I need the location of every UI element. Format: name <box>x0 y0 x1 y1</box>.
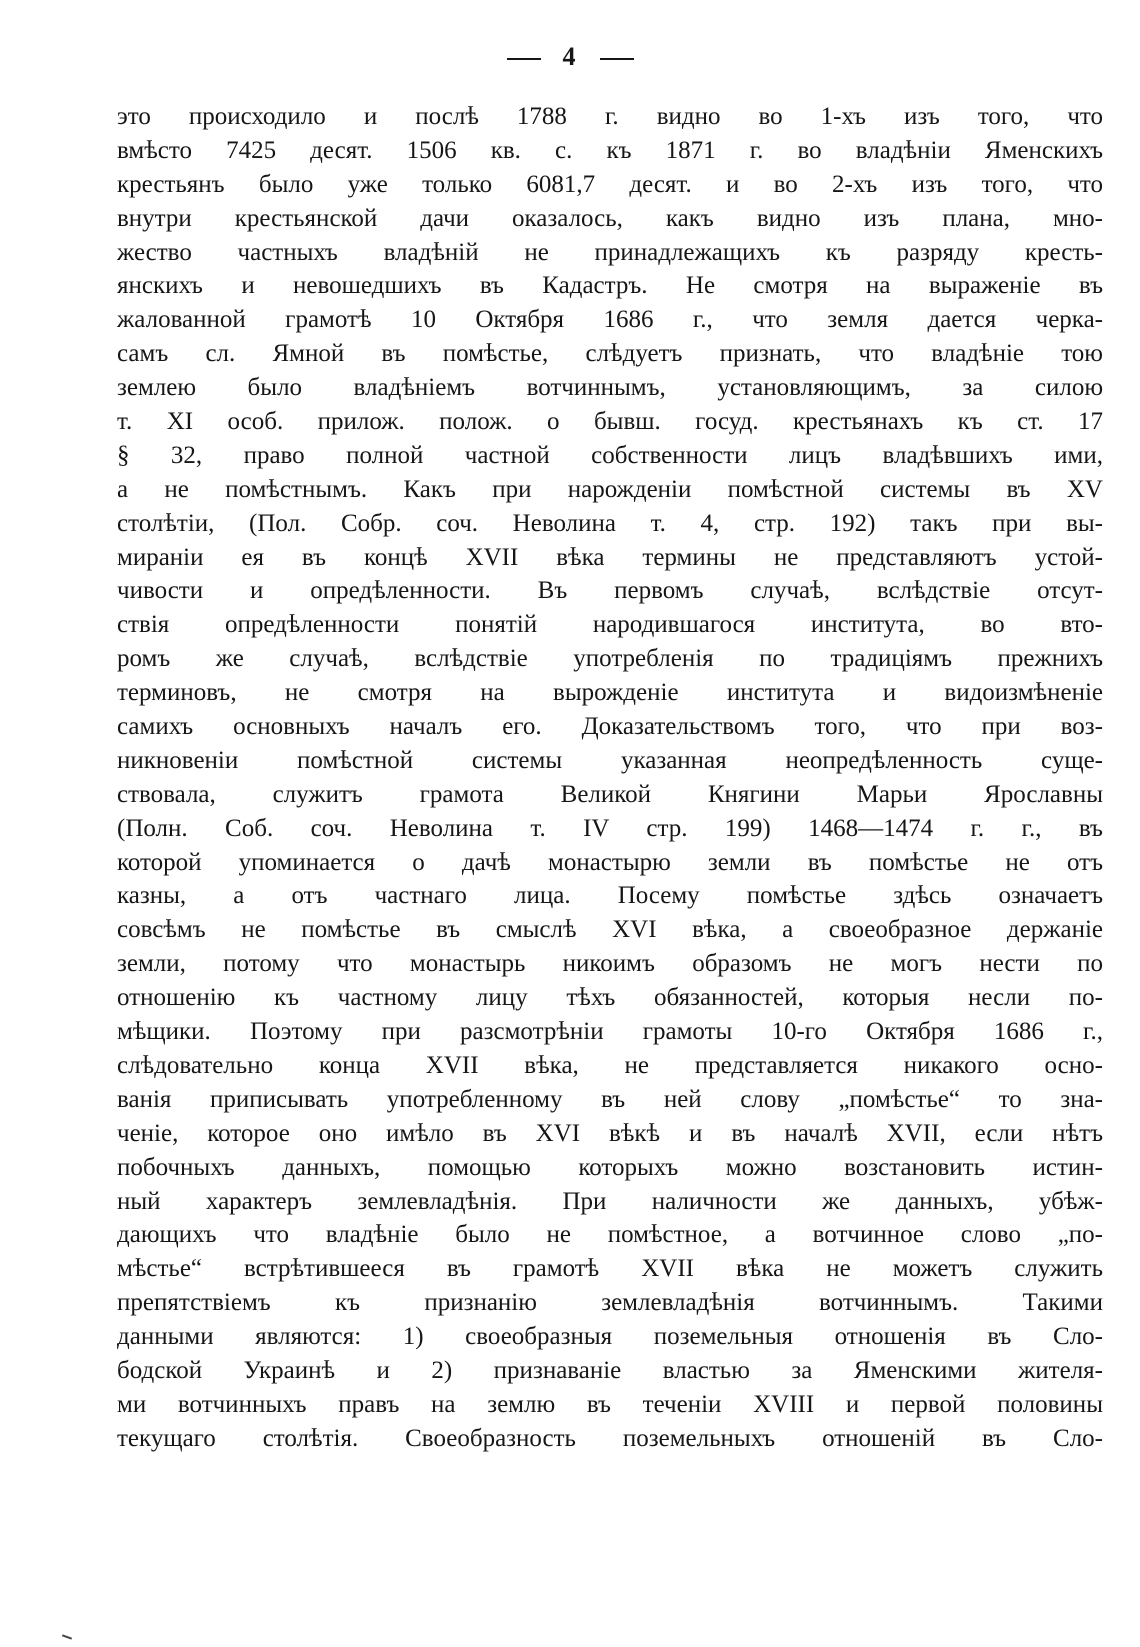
text-line: т. XI особ. прилож. полож. о бывш. госуд. крестьянахъ къ ст. 17 <box>117 408 1103 436</box>
text-line: данными являются: 1) своеобразныя поземельныя отношенія въ Сло- <box>117 1323 1103 1351</box>
text-line: текущаго столѣтія. Своеобразность поземельныхъ отношеній въ Сло- <box>117 1424 1103 1452</box>
text-line: внутри крестьянской дачи оказалось, какъ видно изъ плана, мно- <box>117 204 1103 232</box>
text-line: терминовъ, не смотря на вырожденіе института и видоизмѣненіе <box>117 679 1103 707</box>
text-line: ченіе, которое оно имѣло въ XVI вѣкѣ и въ началѣ XVII, если нѣтъ <box>117 1119 1103 1147</box>
text-line: самихъ основныхъ началъ его. Доказательствомъ того, что при воз- <box>117 713 1103 741</box>
text-line: янскихъ и невошедшихъ въ Кадастръ. Не смотря на выраженіе въ <box>117 272 1103 300</box>
text-line: бодской Украинѣ и 2) признаваніе властью за Яменскими жителя- <box>117 1356 1103 1384</box>
text-line: ми вотчинныхъ правъ на землю въ теченіи XVIII и первой половины <box>117 1390 1103 1418</box>
text-line: мираніи ея въ концѣ XVII вѣка термины не представляютъ устой- <box>117 543 1103 571</box>
text-line: которой упоминается о дачѣ монастырю земли въ помѣстье не отъ <box>117 848 1103 876</box>
text-line: ромъ же случаѣ, вслѣдствіе употребленія по традиціямъ прежнихъ <box>117 645 1103 673</box>
text-line: отношенію къ частному лицу тѣхъ обязанностей, которыя несли по- <box>117 984 1103 1012</box>
text-line: ный характеръ землевладѣнія. При наличности же данныхъ, убѣж- <box>117 1187 1103 1215</box>
text-line: § 32, право полной частной собственности лицъ владѣвшихъ ими, <box>117 441 1103 469</box>
text-line: дающихъ что владѣніе было не помѣстное, а вотчинное слово „по- <box>117 1221 1103 1249</box>
left-dash <box>507 58 541 60</box>
text-line: побочныхъ данныхъ, помощью которыхъ можно возстановить истин- <box>117 1153 1103 1181</box>
text-line: столѣтіи, (Пол. Собр. соч. Неволина т. 4, стр. 192) такъ при вы- <box>117 509 1103 537</box>
text-line: препятствіемъ къ признанію землевладѣнія вотчиннымъ. Такими <box>117 1289 1103 1317</box>
text-line: казны, а отъ частнаго лица. Посему помѣстье здѣсь означаетъ <box>117 882 1103 910</box>
text-line: никновеніи помѣстной системы указанная неопредѣленность суще- <box>117 746 1103 774</box>
text-line: землею было владѣніемъ вотчиннымъ, установляющимъ, за силою <box>117 374 1103 402</box>
scan-mark <box>62 1634 72 1639</box>
text-line: мѣстье“ встрѣтившееся въ грамотѣ XVII вѣка не можетъ служить <box>117 1255 1103 1283</box>
text-line: совсѣмъ не помѣстье въ смыслѣ XVI вѣка, а своеобразное держаніе <box>117 916 1103 944</box>
body-text <box>117 100 1103 1456</box>
text-line: слѣдовательно конца XVII вѣка, не представляется никакого осно- <box>117 1051 1103 1079</box>
text-line: чивости и опредѣленности. Въ первомъ случаѣ, вслѣдствіе отсут- <box>117 577 1103 605</box>
text-line: жалованной грамотѣ 10 Октября 1686 г., что земля дается черка- <box>117 306 1103 334</box>
page-number-header <box>0 42 1140 72</box>
text-line: (Полн. Соб. соч. Неволина т. IV стр. 199) 1468—1474 г. г., въ <box>117 814 1103 842</box>
right-dash <box>600 58 634 60</box>
text-line: а не помѣстнымъ. Какъ при нарожденіи помѣстной системы въ XV <box>117 475 1103 503</box>
text-line: крестьянъ было уже только 6081,7 десят. и во 2-хъ изъ того, что <box>117 170 1103 198</box>
text-line: земли, потому что монастырь никоимъ образомъ не могъ нести по <box>117 950 1103 978</box>
text-line: вмѣсто 7425 десят. 1506 кв. с. къ 1871 г. во владѣніи Яменскихъ <box>117 136 1103 164</box>
text-line: самъ сл. Ямной въ помѣстье, слѣдуетъ признать, что владѣніе тою <box>117 340 1103 368</box>
text-line: ствія опредѣленности понятій народившагося института, во вто- <box>117 611 1103 639</box>
text-line: это происходило и послѣ 1788 г. видно во 1-хъ изъ того, что <box>117 103 1103 130</box>
text-line: ствовала, служитъ грамота Великой Княгини Марьи Ярославны <box>117 780 1103 808</box>
text-line: жество частныхъ владѣній не принадлежащихъ къ разряду кресть- <box>117 238 1103 266</box>
page-number: 4 <box>562 42 578 71</box>
text-line: ванія приписывать употребленному въ ней слову „помѣстье“ то зна- <box>117 1085 1103 1113</box>
text-line: мѣщики. Поэтому при разсмотрѣніи грамоты 10-го Октября 1686 г., <box>117 1018 1103 1046</box>
